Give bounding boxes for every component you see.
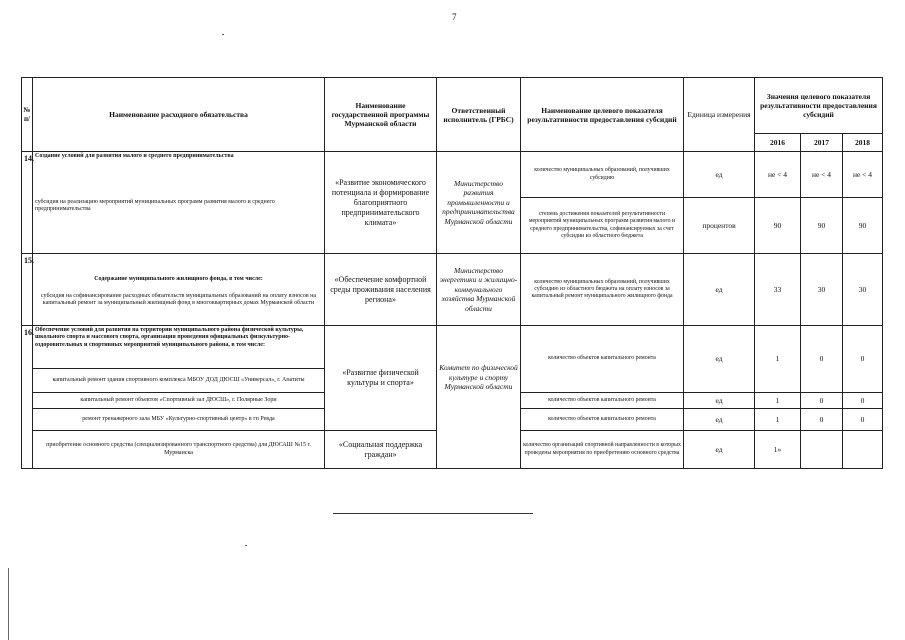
section-14-subtitle: субсидия на реализацию мероприятий муниципальных программ развития малого и среднего предпринимательства bbox=[33, 198, 325, 254]
section-14-title bbox=[33, 152, 325, 198]
section-14-responsible: Министерство развития промышленности и предпринимательства Мурманской области bbox=[437, 152, 521, 254]
section-16-row-title bbox=[22, 326, 883, 369]
section-16-value-2016-4: 1» bbox=[755, 431, 801, 469]
section-16-indicator-2: количество объектов капитального ремонта bbox=[521, 393, 684, 409]
section-14-unit-2: процентов bbox=[684, 198, 755, 254]
section-15-indicator: количество муниципальных образований, получивших субсидию из областного бюджета на оплату взносов за капитальный ремонт муниципального жилищного фонда bbox=[521, 254, 684, 326]
page-number: 7 bbox=[452, 12, 457, 22]
section-14-num: 14. bbox=[22, 152, 33, 254]
section-16-indicator-1: количество объектов капитального ремонта bbox=[521, 326, 684, 393]
section-15-row bbox=[22, 254, 883, 326]
header-unit: Единица измерения bbox=[684, 78, 755, 152]
section-16-unit-4: ед bbox=[684, 431, 755, 469]
section-14-program: «Развитие экономического потенциала и формирование благоприятного предпринимательского климата» bbox=[325, 152, 437, 254]
section-14-value-2017-1: не < 4 bbox=[801, 152, 843, 198]
section-16-title: Обеспечение условий для развития на территории муниципального района физической культуры, школьного спорта и массового спорта, организация проведения официальных физкультурно-оздоровительных и спортивных мероприятий муниципального района, в том числе: bbox=[33, 326, 325, 369]
section-16-value-2018-2: 0 bbox=[843, 393, 883, 409]
header-responsible: Ответственный исполнитель (ГРБС) bbox=[437, 78, 521, 152]
header-program: Наименование государственной программы Мурманской области bbox=[325, 78, 437, 152]
header-year-2017: 2017 bbox=[801, 134, 843, 152]
section-14-unit-1: ед bbox=[684, 152, 755, 198]
header-year-2016: 2016 bbox=[755, 134, 801, 152]
subsidy-table bbox=[21, 77, 883, 469]
section-16-responsible: Комитет по физической культуре и спорту Мурманской области bbox=[437, 326, 521, 469]
header-indicator: Наименование целевого показателя результативности предоставления субсидий bbox=[521, 78, 684, 152]
section-15-subtitle: субсидия на софинансирование расходных обязательств муниципальных образований на оплату взносов на капитальный ремонт за муниципальный жилищный фонд в многоквартирных домах Мурманской области bbox=[40, 292, 317, 307]
section-14-value-2016-2: 90 bbox=[755, 198, 801, 254]
section-16-unit-1: ед bbox=[684, 326, 755, 393]
section-14-value-2017-2: 90 bbox=[801, 198, 843, 254]
scan-edge-mark bbox=[8, 568, 9, 640]
scan-speck bbox=[245, 545, 247, 546]
section-16-value-2017-4 bbox=[801, 431, 843, 469]
section-16-unit-2: ед bbox=[684, 393, 755, 409]
section-15-program: «Обеспечение комфортной среды проживания населения региона» bbox=[325, 254, 437, 326]
section-14-indicator-2: степень достижения показателей результативности мероприятий муниципальных программ развития малого и среднего предпринимательства, софинансируемых за счет субсидии из областного бюджета bbox=[521, 198, 684, 254]
section-16-program-a: «Развитие физической культуры и спорта» bbox=[325, 326, 437, 431]
section-14-row-1 bbox=[22, 152, 883, 198]
section-15-num: 15. bbox=[22, 254, 33, 326]
section-14-title-text: Создание условий для развития малого и среднего предпринимательства bbox=[35, 153, 234, 159]
section-15-title: Содержание муниципального жилищного фонда, в том числе: bbox=[94, 275, 263, 282]
section-15-unit: ед bbox=[684, 254, 755, 326]
section-15-value-2018: 30 bbox=[843, 254, 883, 326]
section-16-value-2017-2: 0 bbox=[801, 393, 843, 409]
header-obligation: Наименование расходного обязательства bbox=[33, 78, 325, 152]
section-16-value-2016-1: 1 bbox=[755, 326, 801, 393]
scan-speck bbox=[222, 34, 224, 35]
section-16-num: 16. bbox=[22, 326, 33, 469]
section-16-indicator-3: количество объектов капитального ремонта bbox=[521, 409, 684, 431]
section-15-obligation bbox=[33, 254, 325, 326]
section-16-value-2018-4 bbox=[843, 431, 883, 469]
footer-line bbox=[333, 513, 533, 514]
section-16-value-2017-3: 0 bbox=[801, 409, 843, 431]
header-num: № п/ bbox=[22, 78, 33, 152]
header-year-2018: 2018 bbox=[843, 134, 883, 152]
section-16-unit-3: ед bbox=[684, 409, 755, 431]
section-14-indicator-1: количество муниципальных образований, получивших субсидию bbox=[521, 152, 684, 198]
section-14-value-2018-2: 90 bbox=[843, 198, 883, 254]
section-16-label-1: капитальный ремонт здания спортивного комплекса МБОУ ДОД ДЮСШ «Универсал», г. Апатиты bbox=[33, 369, 325, 393]
section-16-program-b: «Социальная поддержка граждан» bbox=[325, 431, 437, 469]
section-16-value-2018-1: 0 bbox=[843, 326, 883, 393]
section-15-value-2017: 30 bbox=[801, 254, 843, 326]
section-16-value-2018-3: 0 bbox=[843, 409, 883, 431]
header-row bbox=[22, 78, 883, 134]
section-14-value-2018-1: не < 4 bbox=[843, 152, 883, 198]
section-15-responsible: Министерство энергетики и жилищно-коммунального хозяйства Мурманской области bbox=[437, 254, 521, 326]
section-16-value-2016-3: 1 bbox=[755, 409, 801, 431]
section-16-label-2: капитальный ремонт объектов «Спортивный зал ДЮСШ», г. Полярные Зори bbox=[33, 393, 325, 409]
section-15-value-2016: 33 bbox=[755, 254, 801, 326]
section-16-value-2017-1: 0 bbox=[801, 326, 843, 393]
section-14-value-2016-1: не < 4 bbox=[755, 152, 801, 198]
header-values-group: Значения целевого показателя результативности предоставления субсидий bbox=[755, 78, 883, 134]
section-16-label-4: приобретение основного средства (специализированного транспортного средства) для ДЮСАШ №15 г. Мурманска bbox=[33, 431, 325, 469]
section-16-label-3: ремонт тренажерного зала МБУ «Культурно-спортивный центр» в гп Ревда bbox=[33, 409, 325, 431]
section-16-indicator-4: количество организаций спортивной направленности в которых проведены мероприятия по приобретению основного средства bbox=[521, 431, 684, 469]
section-16-value-2016-2: 1 bbox=[755, 393, 801, 409]
